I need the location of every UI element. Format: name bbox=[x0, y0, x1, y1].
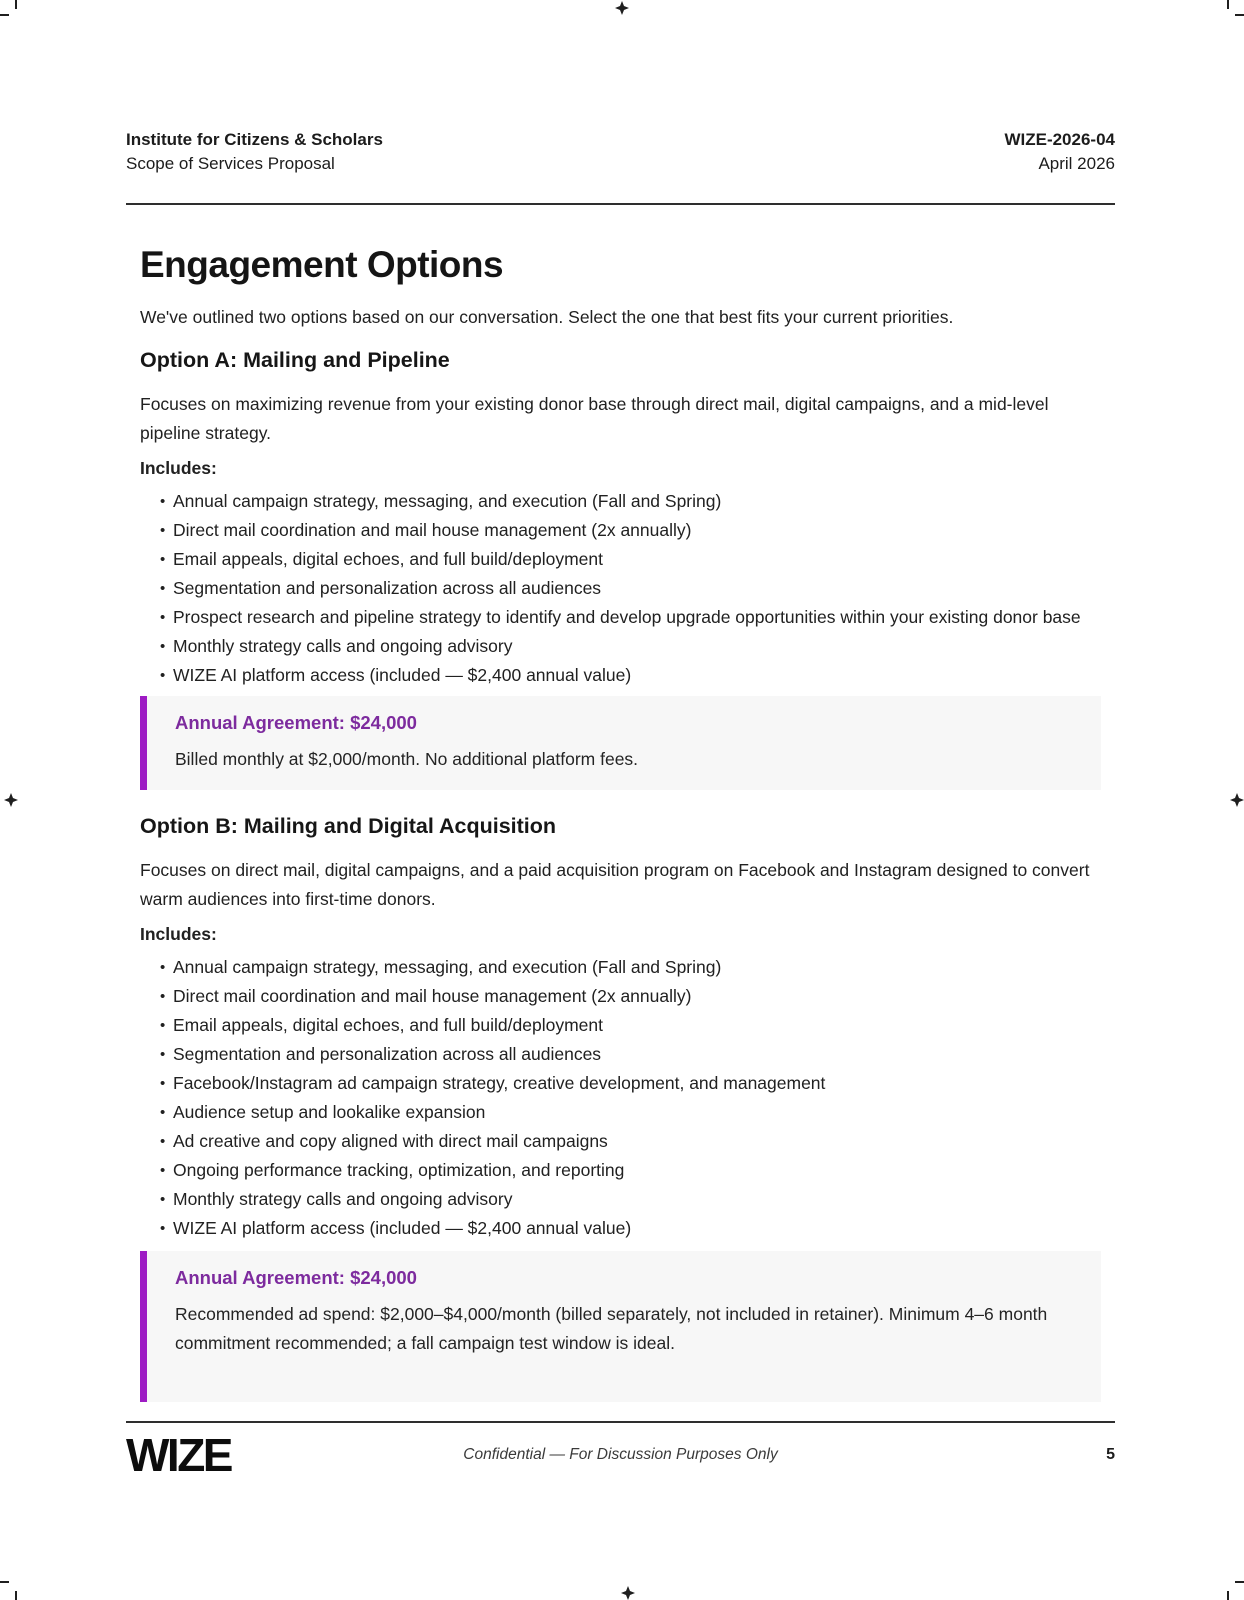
org-name: Institute for Citizens & Scholars bbox=[126, 130, 383, 149]
list-item: • WIZE AI platform access (included — $2,400 annual value) bbox=[160, 661, 1101, 690]
header-divider bbox=[126, 203, 1115, 205]
option-a-pricing-callout bbox=[140, 696, 1101, 790]
list-item: • Monthly strategy calls and ongoing advisory bbox=[160, 1185, 1101, 1214]
doc-date: April 2026 bbox=[1038, 154, 1115, 173]
page-header bbox=[126, 128, 1115, 176]
option-b-agreement-body: Recommended ad spend: $2,000–$4,000/month (billed separately, not included in retainer). Minimum 4–6 month commitment recommended; a fall campaign test window is ideal. bbox=[175, 1304, 1048, 1353]
wize-logo: WIZE bbox=[126, 1429, 231, 1481]
doc-code: WIZE-2026-04 bbox=[1004, 130, 1115, 149]
list-item: • Segmentation and personalization across all audiences bbox=[160, 1040, 1101, 1069]
crop-mark-bottom-left-h bbox=[0, 1581, 9, 1583]
option-a-description: Focuses on maximizing revenue from your existing donor base through direct mail, digital campaigns, and a mid-level pipeline strategy. bbox=[140, 394, 1049, 443]
option-b-includes-label: Includes: bbox=[140, 924, 217, 944]
list-item: • Facebook/Instagram ad campaign strategy, creative development, and management bbox=[160, 1069, 1101, 1098]
registration-mark-bottom-icon bbox=[621, 1586, 635, 1600]
doc-title: Scope of Services Proposal bbox=[126, 154, 335, 173]
list-item: • Segmentation and personalization across all audiences bbox=[160, 574, 1101, 603]
list-item: • Annual campaign strategy, messaging, and execution (Fall and Spring) bbox=[160, 953, 1101, 982]
option-b-heading: Option B: Mailing and Digital Acquisition bbox=[140, 814, 557, 838]
list-item: • Ad creative and copy aligned with direct mail campaigns bbox=[160, 1127, 1101, 1156]
confidentiality-notice: Confidential — For Discussion Purposes Only bbox=[463, 1446, 778, 1463]
option-b-agreement-heading: Annual Agreement: $24,000 bbox=[175, 1267, 417, 1288]
header-right bbox=[1004, 128, 1115, 176]
option-a-agreement-body: Billed monthly at $2,000/month. No additional platform fees. bbox=[175, 749, 639, 769]
list-item: • Monthly strategy calls and ongoing advisory bbox=[160, 632, 1101, 661]
option-a-heading: Option A: Mailing and Pipeline bbox=[140, 348, 450, 372]
page-footer bbox=[126, 1421, 1115, 1481]
page-number: 5 bbox=[1106, 1446, 1115, 1463]
option-a-bullet-list bbox=[140, 487, 1101, 690]
list-item: • Audience setup and lookalike expansion bbox=[160, 1098, 1101, 1127]
option-b-bullet-list bbox=[140, 953, 1101, 1243]
list-item: • Email appeals, digital echoes, and full build/deployment bbox=[160, 1011, 1101, 1040]
footer-row bbox=[126, 1429, 1115, 1481]
footer-divider bbox=[126, 1421, 1115, 1423]
page-title: Engagement Options bbox=[140, 244, 504, 285]
option-a-agreement-heading: Annual Agreement: $24,000 bbox=[175, 712, 417, 733]
option-b-pricing-callout bbox=[140, 1251, 1101, 1402]
main-content bbox=[140, 245, 1101, 1402]
option-a-section bbox=[140, 346, 1101, 790]
crop-mark-bottom-left-v bbox=[15, 1591, 17, 1600]
list-item: • WIZE AI platform access (included — $2,400 annual value) bbox=[160, 1214, 1101, 1243]
option-b-section bbox=[140, 812, 1101, 1402]
list-item: • Email appeals, digital echoes, and full build/deployment bbox=[160, 545, 1101, 574]
option-a-includes-label: Includes: bbox=[140, 458, 217, 478]
list-item: • Prospect research and pipeline strategy to identify and develop upgrade opportunities within your existing donor base bbox=[160, 603, 1101, 632]
crop-mark-bottom-right-h bbox=[1235, 1581, 1244, 1583]
header-left bbox=[126, 128, 383, 176]
crop-mark-bottom-right-v bbox=[1227, 1591, 1229, 1600]
list-item: • Direct mail coordination and mail house management (2x annually) bbox=[160, 516, 1101, 545]
list-item: • Annual campaign strategy, messaging, and execution (Fall and Spring) bbox=[160, 487, 1101, 516]
list-item: • Ongoing performance tracking, optimization, and reporting bbox=[160, 1156, 1101, 1185]
list-item: • Direct mail coordination and mail house management (2x annually) bbox=[160, 982, 1101, 1011]
intro-paragraph: We've outlined two options based on our conversation. Select the one that best fits your current priorities. bbox=[140, 307, 954, 327]
option-b-description: Focuses on direct mail, digital campaigns, and a paid acquisition program on Facebook and Instagram designed to convert warm audiences into first-time donors. bbox=[140, 860, 1090, 909]
